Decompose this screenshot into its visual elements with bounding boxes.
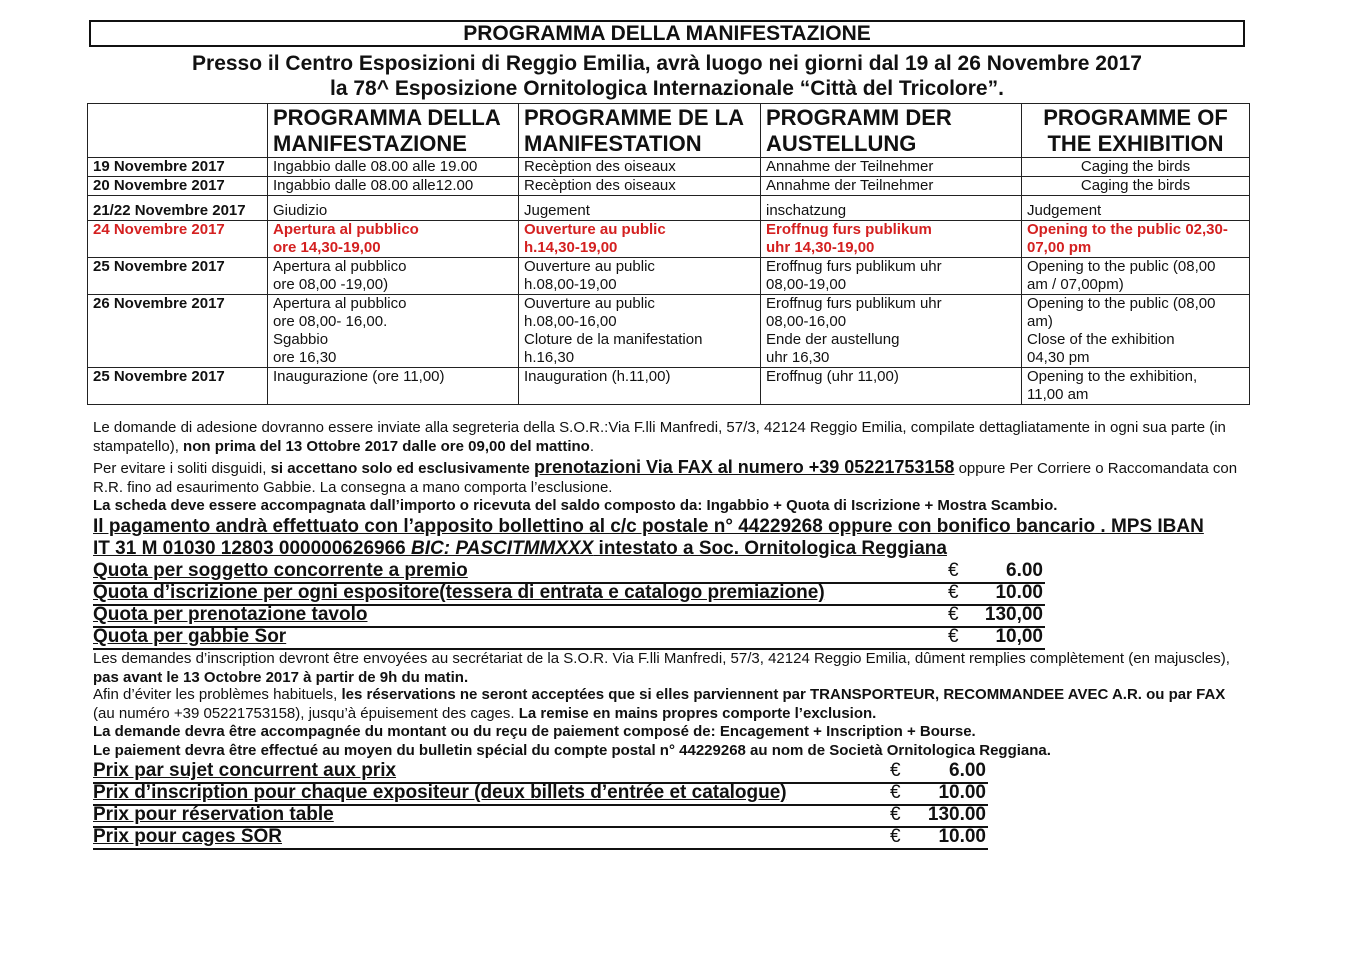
it-paragraph-form: La scheda deve essere accompagnata dall’importo o ricevuta del saldo composto da: Ingabbio + Quota di Iscrizione + Mostra Scambio. — [93, 497, 1058, 514]
row-fr: Ouverture au public h.14,30-19,00 — [519, 221, 761, 258]
header-it: PROGRAMMA DELLA MANIFESTAZIONE — [268, 104, 519, 158]
row-de: Eroffnug furs publikum uhr 08,00-16,00 Ende der austellung uhr 16,30 — [761, 295, 1022, 368]
subtitle-location: Presso il Centro Esposizioni di Reggio Emilia, avrà luogo nei giorni dal 19 al 26 Novembre 2017 — [192, 52, 1142, 75]
table-header-row — [88, 104, 1250, 158]
currency-symbol: € — [948, 582, 959, 603]
table-row — [88, 177, 1250, 196]
row-de: Eroffnug furs publikum uhr 14,30-19,00 — [761, 221, 1022, 258]
currency-symbol: € — [948, 560, 959, 581]
row-en: Caging the birds — [1022, 158, 1250, 177]
fr-fee-row: Prix d’inscription pour chaque expositeur (deux billets d’entrée et catalogue) € 10.00 — [93, 782, 988, 806]
it-fee-row: Quota per soggetto concorrente a premio € 6.00 — [93, 560, 1045, 584]
row-it: Apertura al pubblico ore 08,00- 16,00. Sgabbio ore 16,30 — [268, 295, 519, 368]
row-en: Judgement — [1022, 196, 1250, 221]
it-fee-row: Quota per gabbie Sor € 10,00 — [93, 626, 1045, 650]
row-it: Apertura al pubblico ore 14,30-19,00 — [268, 221, 519, 258]
fr-fee-row: Prix pour cages SOR € 10.00 — [93, 826, 988, 850]
it-payment-line1: Il pagamento andrà effettuato con l’apposito bollettino al c/c postale n° 44229268 oppure con bonifico bancario . MPS IBAN — [93, 516, 1204, 537]
row-fr: Jugement — [519, 196, 761, 221]
row-en: Opening to the public (08,00 am / 07,00pm) — [1022, 258, 1250, 295]
fr-fee-row: Prix pour réservation table € 130.00 — [93, 804, 988, 828]
row-it: Ingabbio dalle 08.00 alle12.00 — [268, 177, 519, 196]
row-date: 19 Novembre 2017 — [88, 158, 268, 177]
row-de: Eroffnug (uhr 11,00) — [761, 368, 1022, 405]
table-row-highlight — [88, 221, 1250, 258]
table-row — [88, 295, 1250, 368]
currency-symbol: € — [890, 804, 901, 825]
header-fr: PROGRAMME DE LA MANIFESTATION — [519, 104, 761, 158]
row-it: Inaugurazione (ore 11,00) — [268, 368, 519, 405]
it-fee-row: Quota d’iscrizione per ogni espositore(tessera di entrata e catalogo premiazione) € 10.00 — [93, 582, 1045, 606]
row-it: Giudizio — [268, 196, 519, 221]
row-en: Opening to the public (08,00 am) Close of the exhibition 04,30 pm — [1022, 295, 1250, 368]
fr-paragraph-application: Les demandes d’inscription devront être envoyées au secrétariat de la S.O.R. Via F.lli Manfredi, 57/3, 42124 Reggio Emilia, dûment remplies complètement (en majuscles), pas avant le 13 Octobre 2017 à partir de 9h du matin. — [93, 650, 1230, 686]
page-title: PROGRAMMA DELLA MANIFESTAZIONE — [89, 20, 1245, 47]
row-de: Eroffnug furs publikum uhr 08,00-19,00 — [761, 258, 1022, 295]
row-de: Annahme der Teilnehmer — [761, 158, 1022, 177]
it-paragraph-fax: Per evitare i soliti disguidi, si accettano solo ed esclusivamente prenotazioni Via FAX al numero +39 05221753158 oppure Per Corriere o Raccomandata con R.R. fino ad esaurimento Gabbie. La consegna a mano comporta l’esclusione. — [93, 457, 1238, 496]
row-it: Ingabbio dalle 08.00 alle 19.00 — [268, 158, 519, 177]
program-table — [87, 103, 1250, 405]
header-de: PROGRAMM DER AUSTELLUNG — [761, 104, 1022, 158]
row-fr: Recèption des oiseaux — [519, 177, 761, 196]
row-date: 21/22 Novembre 2017 — [88, 196, 268, 221]
row-en: Opening to the exhibition, 11,00 am — [1022, 368, 1250, 405]
fr-paragraph-reservation: Afin d’éviter les problèmes habituels, les réservations ne seront acceptées que si elles parviennent par TRANSPORTEUR, RECOMMANDEE AVEC A.R. ou par FAX (au numéro +39 05221753158), jusqu’à épuisement des cages. La remise en mains propres comporte l’exclusion. — [93, 686, 1226, 722]
header-empty-cell — [88, 104, 268, 158]
row-fr: Ouverture au public h.08,00-16,00 Cloture de la manifestation h.16,30 — [519, 295, 761, 368]
row-date: 25 Novembre 2017 — [88, 368, 268, 405]
row-it: Apertura al pubblico ore 08,00 -19,00) — [268, 258, 519, 295]
table-row — [88, 158, 1250, 177]
it-fee-row: Quota per prenotazione tavolo € 130,00 — [93, 604, 1045, 628]
currency-symbol: € — [890, 782, 901, 803]
row-de: Annahme der Teilnehmer — [761, 177, 1022, 196]
row-date: 25 Novembre 2017 — [88, 258, 268, 295]
row-date: 24 Novembre 2017 — [88, 221, 268, 258]
row-de: inschatzung — [761, 196, 1022, 221]
fr-fee-row: Prix par sujet concurrent aux prix € 6.00 — [93, 760, 988, 784]
header-en: PROGRAMME OF THE EXHIBITION — [1022, 104, 1250, 158]
it-payment-line2: IT 31 M 01030 12803 000000626966 BIC: PASCITMMXXX intestato a Soc. Ornitologica Reggiana — [93, 538, 947, 559]
fr-paragraph-form: La demande devra être accompagnée du montant ou du reçu de paiement composé de: Encagement + Inscription + Bourse. — [93, 723, 976, 740]
row-en: Caging the birds — [1022, 177, 1250, 196]
row-fr: Recèption des oiseaux — [519, 158, 761, 177]
table-row — [88, 258, 1250, 295]
table-row — [88, 368, 1250, 405]
currency-symbol: € — [890, 826, 901, 847]
subtitle-event: la 78^ Esposizione Ornitologica Internazionale “Città del Tricolore”. — [330, 77, 1004, 100]
currency-symbol: € — [948, 604, 959, 625]
row-en: Opening to the public 02,30- 07,00 pm — [1022, 221, 1250, 258]
row-date: 26 Novembre 2017 — [88, 295, 268, 368]
it-paragraph-application: Le domande di adesione dovranno essere inviate alla segreteria della S.O.R.:Via F.lli Manfredi, 57/3, 42124 Reggio Emilia, compilate dettagliatamente in ogni sua parte (in stampatello), non prima del 13 Ottobre 2017 dalle ore 09,00 del mattino. — [93, 419, 1226, 455]
row-fr: Ouverture au public h.08,00-19,00 — [519, 258, 761, 295]
row-date: 20 Novembre 2017 — [88, 177, 268, 196]
currency-symbol: € — [948, 626, 959, 647]
fr-paragraph-payment: Le paiement devra être effectué au moyen du bulletin spécial du compte postal n° 44229268 au nom de Società Ornitologica Reggiana. — [93, 742, 1051, 759]
currency-symbol: € — [890, 760, 901, 781]
table-row — [88, 196, 1250, 221]
row-fr: Inauguration (h.11,00) — [519, 368, 761, 405]
